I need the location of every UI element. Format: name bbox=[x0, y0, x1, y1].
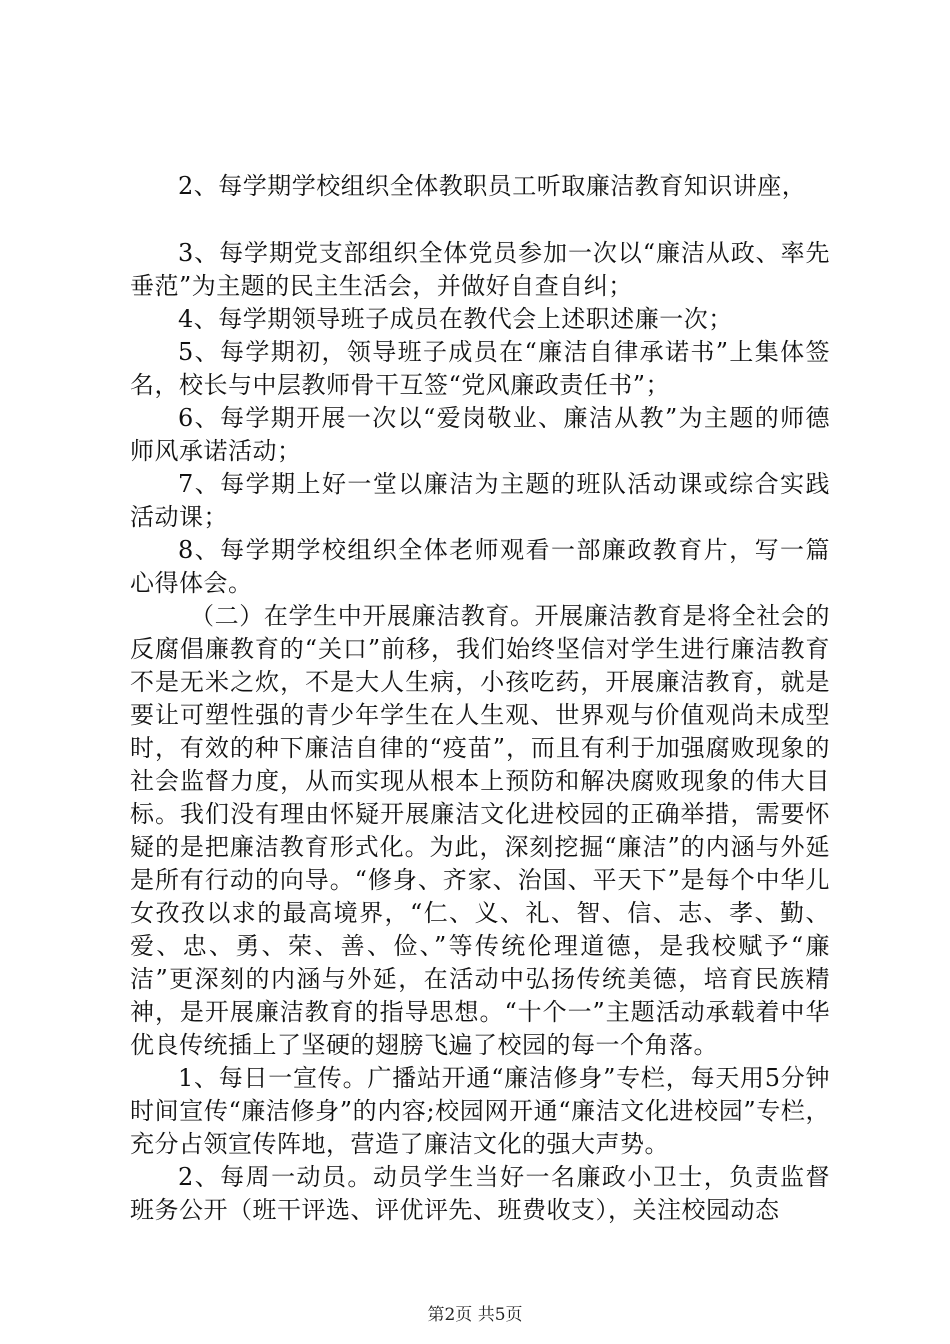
page-number-footer: 第2页 共5页 bbox=[427, 1305, 523, 1325]
paragraph-item-3: 3、每学期党支部组织全体党员参加一次以“廉洁从政、率先垂范”为主题的民主生活会，并做好自查自纠； bbox=[130, 239, 830, 300]
paragraph-activity-1: 1、每日一宣传。广播站开通“廉洁修身”专栏，每天用5分钟时间宣传“廉洁修身”的内容;校园网开通“廉洁文化进校园”专栏，充分占领宣传阵地，营造了廉洁文化的强大声势。 bbox=[130, 1064, 830, 1158]
paragraph-item-7: 7、每学期上好一堂以廉洁为主题的班队活动课或综合实践活动课； bbox=[130, 470, 830, 531]
document-body bbox=[130, 170, 830, 1227]
paragraph-item-6: 6、每学期开展一次以“爱岗敬业、廉洁从教”为主题的师德师风承诺活动； bbox=[130, 404, 830, 465]
paragraph-item-5: 5、每学期初，领导班子成员在“廉洁自律承诺书”上集体签名，校长与中层教师骨干互签“党风廉政责任书”； bbox=[130, 338, 830, 399]
paragraph-item-8: 8、每学期学校组织全体老师观看一部廉政教育片，写一篇心得体会。 bbox=[130, 536, 830, 597]
paragraph-item-4: 4、每学期领导班子成员在教代会上述职述廉一次； bbox=[178, 305, 733, 333]
paragraph-section-2: （二）在学生中开展廉洁教育。开展廉洁教育是将全社会的反腐倡廉教育的“关口”前移，我们始终坚信对学生进行廉洁教育不是无米之炊，不是大人生病，小孩吃药，开展廉洁教育，就是要让可塑性强的青少年学生在人生观、世界观与价值观尚未成型时，有效的种下廉洁自律的“疫苗”，而且有利于加强腐败现象的社会监督力度，从而实现从根本上预防和解决腐败现象的伟大目标。我们没有理由怀疑开展廉洁文化进校园的正确举措，需要怀疑的是把廉洁教育形式化。为此，深刻挖掘“廉洁”的内涵与外延是所有行动的向导。“修身、齐家、治国、平天下”是每个中华儿女孜孜以求的最高境界，“仁、义、礼、智、信、志、孝、勤、爱、忠、勇、荣、善、俭、”等传统伦理道德，是我校赋予“廉洁”更深刻的内涵与外延，在活动中弘扬传统美德，培育民族精神，是开展廉洁教育的指导思想。“十个一”主题活动承载着中华优良传统插上了坚硬的翅膀飞遍了校园的每一个角落。 bbox=[130, 602, 830, 1059]
paragraph-item-2: 2、每学期学校组织全体教职员工听取廉洁教育知识讲座， bbox=[178, 172, 807, 200]
paragraph-activity-2: 2、每周一动员。动员学生当好一名廉政小卫士，负责监督班务公开（班干评选、评优评先、班费收支），关注校园动态 bbox=[130, 1163, 830, 1224]
